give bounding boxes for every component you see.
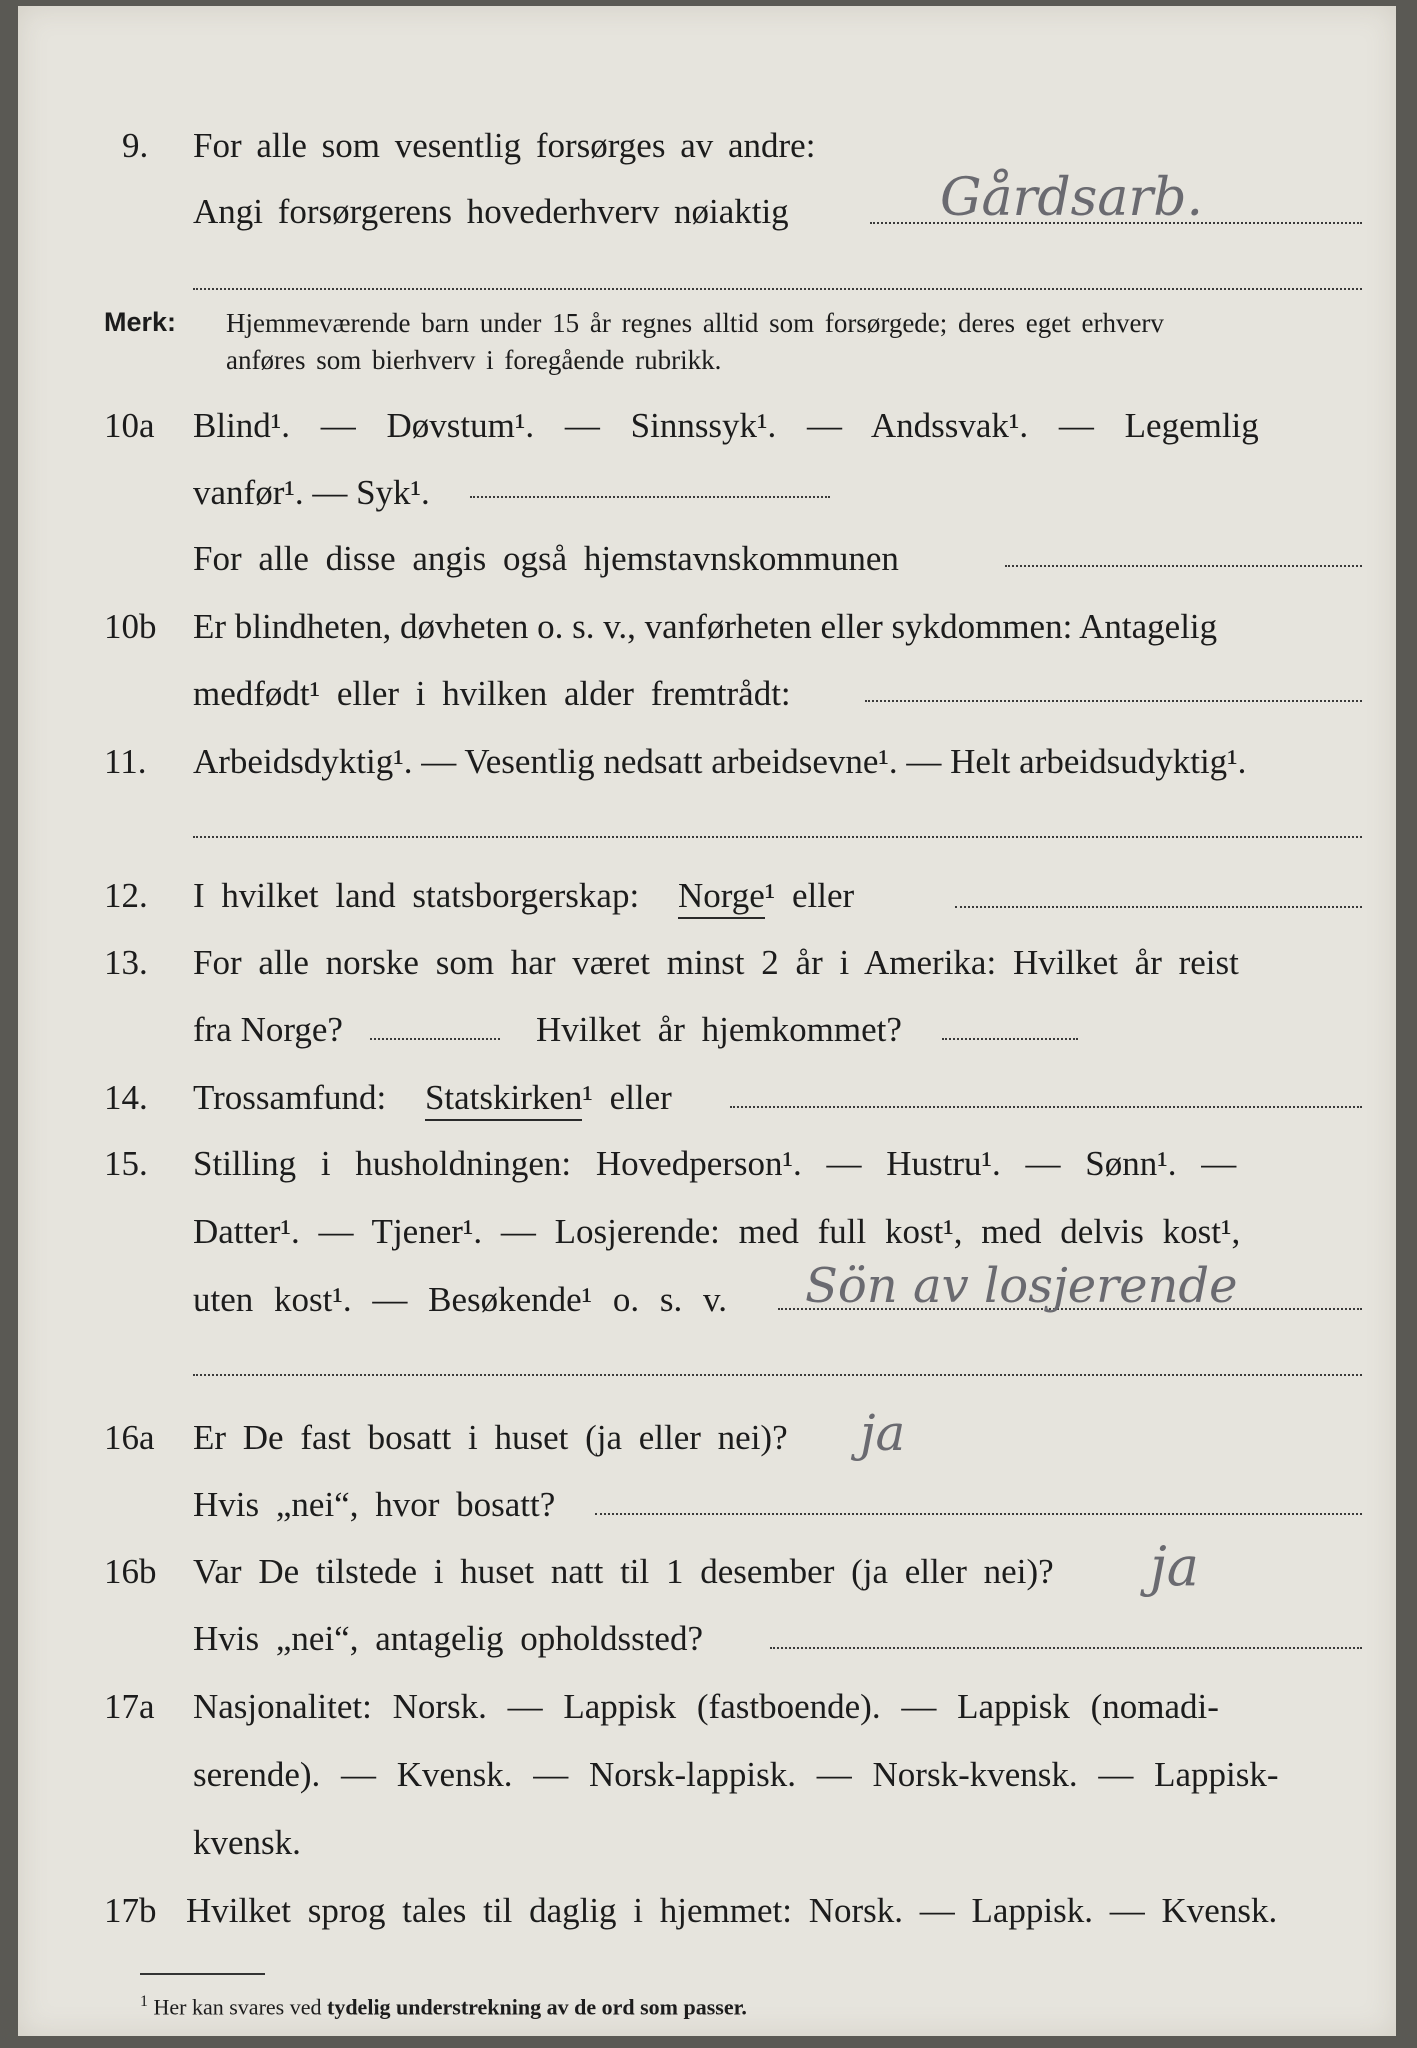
q14-underlined-statskirken: Statskirken (425, 1078, 582, 1121)
q10a-number: 10a (104, 406, 155, 445)
q10a-line1: Blind¹. — Døvstum¹. — Sinnssyk¹. — Andssvak¹. — Legemlig (193, 406, 1259, 445)
q16a-line1: Er De fast bosatt i huset (ja eller nei)? (193, 1418, 788, 1457)
q14-answer-line[interactable] (730, 1106, 1362, 1108)
q13-line2b: Hvilket år hjemkommet? (536, 1010, 902, 1049)
q14-prefix: Trossamfund: (193, 1078, 387, 1117)
q15-line2: Datter¹. — Tjener¹. — Losjerende: med full kost¹, med delvis kost¹, (193, 1212, 1241, 1251)
footnote-rule (140, 1973, 265, 1975)
q10b-answer-line[interactable] (865, 700, 1362, 702)
q13-hjemkommet-line[interactable] (942, 1038, 1078, 1040)
q10a-hjemstavn-line[interactable] (1005, 565, 1362, 567)
q17a-number: 17a (104, 1687, 155, 1726)
merk-line2: anføres som bierhverv i foregående rubrikk. (226, 345, 722, 375)
q17b-line1: Hvilket sprog tales til daglig i hjemmet: Norsk. — Lappisk. — Kvensk. (186, 1891, 1278, 1930)
q16b-line1: Var De tilstede i huset natt til 1 desember (ja eller nei)? (193, 1552, 1054, 1591)
q13-line1: For alle norske som har været minst 2 år i Amerika: Hvilket år reist (193, 943, 1239, 982)
q9-line2: Angi forsørgerens hovederhverv nøiaktig (193, 192, 789, 231)
q16a-answer-line[interactable] (595, 1513, 1362, 1515)
q16b-handwritten-answer: ja (1150, 1535, 1199, 1598)
q16b-line2: Hvis „nei“, antagelig opholdssted? (193, 1619, 703, 1658)
q14-number: 14. (104, 1078, 148, 1117)
q10b-number: 10b (104, 607, 157, 646)
q15-line3: uten kost¹. — Besøkende¹ o. s. v. (193, 1280, 728, 1319)
q9-extra-line[interactable] (193, 288, 1362, 290)
q17a-line3: kvensk. (193, 1823, 301, 1862)
q16a-number: 16a (104, 1418, 155, 1457)
q10a-answer-line[interactable] (470, 496, 830, 498)
q9-number: 9. (122, 126, 149, 165)
q12-number: 12. (104, 876, 148, 915)
q11-number: 11. (104, 742, 147, 781)
q17a-line2: serende). — Kvensk. — Norsk-lappisk. — Norsk-kvensk. — Lappisk- (193, 1755, 1279, 1794)
q10b-line2: medfødt¹ eller i hvilken alder fremtrådt: (193, 674, 791, 713)
q12-underlined-norge: Norge (678, 876, 765, 919)
merk-label: Merk: (104, 307, 177, 337)
footnote-text-b: tydelig understrekning av de ord som passer. (327, 1994, 747, 2020)
q16b-number: 16b (104, 1552, 157, 1591)
q16b-answer-line[interactable] (770, 1647, 1362, 1649)
q12-suffix: ¹ eller (764, 876, 855, 915)
merk-line1: Hjemmeværende barn under 15 år regnes alltid som forsørgede; deres eget erhverv (226, 308, 1164, 338)
q16a-handwritten-answer: ja (860, 1404, 906, 1462)
q11-line1: Arbeidsdyktig¹. — Vesentlig nedsatt arbeidsevne¹. — Helt arbeidsudyktig¹. (193, 742, 1247, 781)
q13-number: 13. (104, 943, 148, 982)
q12-line (193, 878, 854, 913)
q16a-line2: Hvis „nei“, hvor bosatt? (193, 1485, 556, 1524)
footnote (140, 1994, 747, 2018)
q10b-line1: Er blindheten, døvheten o. s. v., vanførheten eller sykdommen: Antagelig (193, 607, 1218, 646)
q11-extra-line[interactable] (193, 836, 1362, 838)
footnote-mark: 1 (140, 1993, 148, 2010)
q15-handwritten-answer: Sön av losjerende (805, 1258, 1238, 1314)
q9-handwritten-answer: Gårdsarb. (940, 168, 1204, 228)
q15-number: 15. (104, 1144, 148, 1183)
q17b-number: 17b (104, 1891, 157, 1930)
q14-line (193, 1080, 672, 1115)
q10a-line3: For alle disse angis også hjemstavnskommunen (193, 539, 899, 578)
q12-answer-line[interactable] (955, 906, 1362, 908)
q15-line1: Stilling i husholdningen: Hovedperson¹. — Hustru¹. — Sønn¹. — (193, 1144, 1237, 1183)
footnote-text-a: Her kan svares ved (153, 1994, 322, 2020)
q10a-line2: vanfør¹. — Syk¹. (193, 473, 430, 512)
q17a-line1: Nasjonalitet: Norsk. — Lappisk (fastboende). — Lappisk (nomadi- (193, 1687, 1219, 1726)
q12-prefix: I hvilket land statsborgerskap: (193, 876, 640, 915)
q13-reist-line[interactable] (370, 1038, 500, 1040)
q14-suffix: ¹ eller (582, 1078, 672, 1117)
q9-line1: For alle som vesentlig forsørges av andre: (193, 126, 816, 165)
q13-line2a: fra Norge? (193, 1010, 343, 1049)
q15-extra-line[interactable] (193, 1374, 1362, 1376)
